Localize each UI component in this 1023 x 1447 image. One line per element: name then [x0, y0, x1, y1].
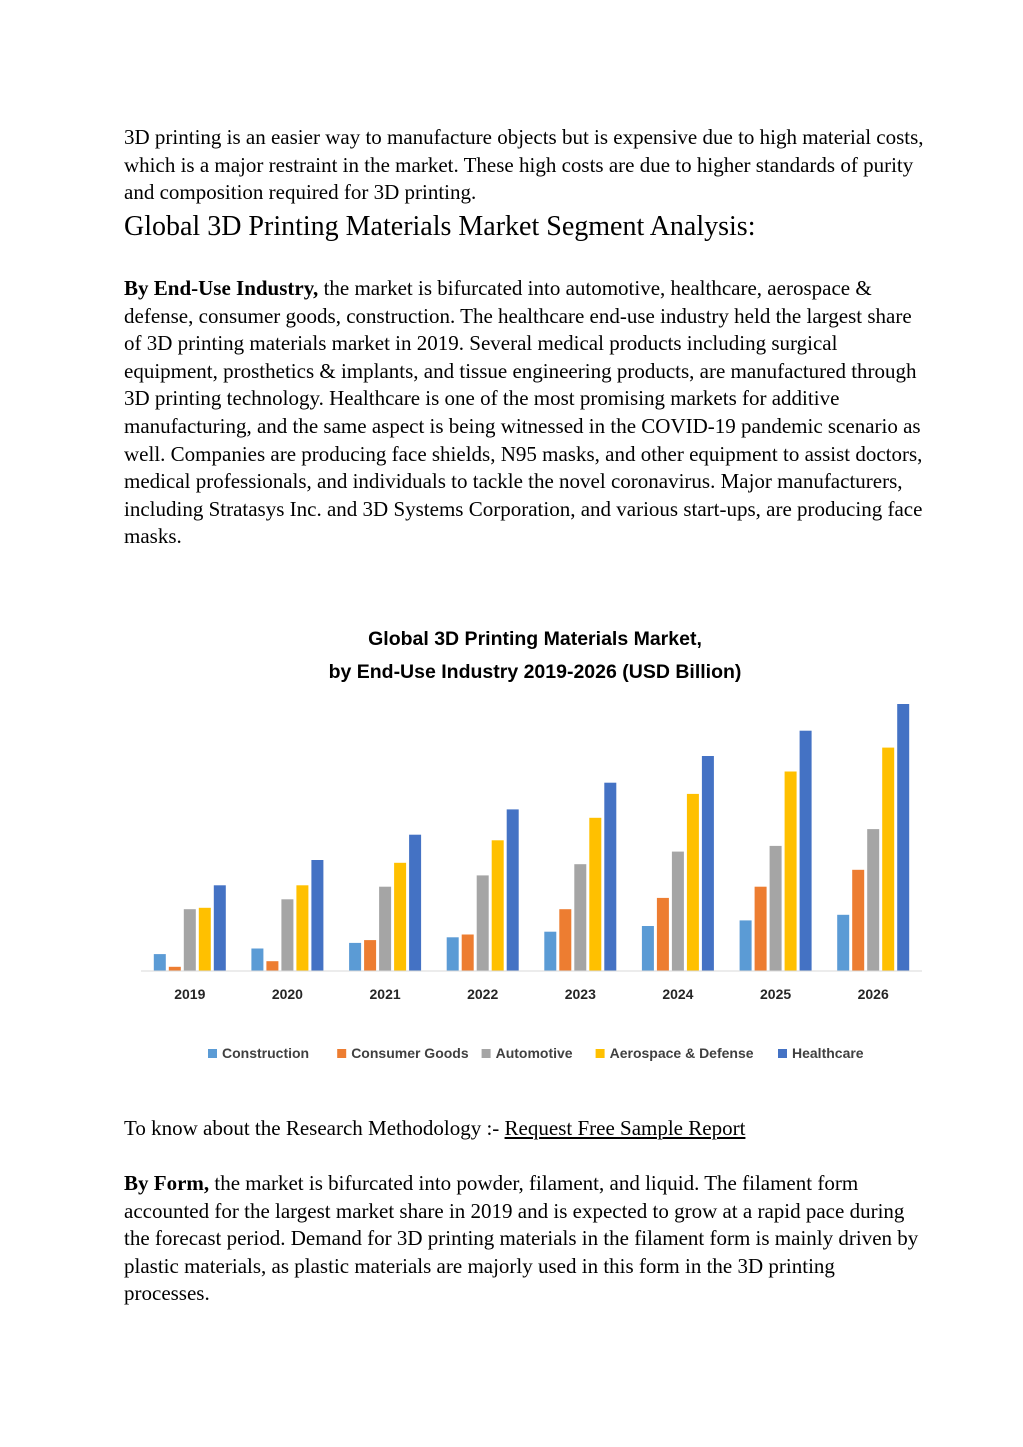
bar-construction-2020	[251, 949, 263, 972]
section-heading: Global 3D Printing Materials Market Segment Analysis:	[124, 211, 756, 242]
legend-swatch	[482, 1049, 491, 1058]
chart-svg	[130, 615, 930, 1085]
bar-aerospace-defense-2025	[785, 772, 797, 972]
legend-label: Construction	[222, 1045, 310, 1061]
legend-label: Automotive	[495, 1045, 573, 1061]
bar-automotive-2023	[574, 864, 586, 971]
bar-healthcare-2020	[311, 860, 323, 971]
bar-automotive-2019	[184, 909, 196, 971]
legend-label: Consumer Goods	[351, 1045, 469, 1061]
bar-consumer-goods-2023	[559, 909, 571, 971]
bar-healthcare-2022	[507, 809, 519, 971]
bar-construction-2021	[349, 943, 361, 971]
bar-automotive-2026	[867, 829, 879, 971]
bar-healthcare-2026	[897, 704, 909, 971]
x-tick-label: 2020	[271, 986, 303, 1002]
bar-consumer-goods-2021	[364, 940, 376, 971]
bar-healthcare-2021	[409, 835, 421, 971]
x-tick-label: 2021	[369, 986, 401, 1002]
x-tick-label: 2025	[760, 986, 792, 1002]
chart-title-line2: by End-Use Industry 2019-2026 (USD Billion)	[328, 661, 742, 683]
bar-healthcare-2019	[214, 885, 226, 971]
bar-aerospace-defense-2021	[394, 863, 406, 971]
bar-construction-2025	[740, 920, 752, 971]
by-form-lead: By Form,	[124, 1171, 210, 1195]
end-use-paragraph	[124, 275, 924, 551]
legend-swatch	[778, 1049, 787, 1058]
bar-construction-2024	[642, 926, 654, 971]
chart-title-line1: Global 3D Printing Materials Market,	[368, 628, 702, 650]
bar-automotive-2022	[477, 875, 489, 971]
x-tick-label: 2026	[857, 986, 889, 1002]
bar-healthcare-2023	[604, 783, 616, 971]
bar-consumer-goods-2024	[657, 898, 669, 971]
bar-healthcare-2024	[702, 756, 714, 971]
bar-construction-2019	[154, 954, 166, 971]
bar-consumer-goods-2022	[462, 935, 474, 972]
x-tick-label: 2023	[564, 986, 596, 1002]
bar-construction-2022	[447, 937, 459, 971]
bar-healthcare-2025	[800, 731, 812, 971]
intro-paragraph	[124, 124, 924, 207]
bar-aerospace-defense-2026	[882, 748, 894, 971]
bar-aerospace-defense-2019	[199, 908, 211, 971]
legend-swatch	[337, 1049, 346, 1058]
market-chart	[130, 615, 930, 1085]
bar-consumer-goods-2020	[266, 961, 278, 971]
bar-consumer-goods-2019	[169, 967, 181, 971]
legend-swatch	[208, 1049, 217, 1058]
x-tick-label: 2019	[174, 986, 206, 1002]
end-use-text: the market is bifurcated into automotive, healthcare, aerospace & defense, consumer goods, construction. The healthcare end-use industry held the largest share of 3D printing materials market in 2019. Several medical products including surgical equipment, prosthetics & implants, and tissue engineering products, are manufactured through 3D printing technology. Healthcare is one of the most promising markets for additive manufacturing, and the same aspect is being witnessed in the COVID-19 pandemic scenario as well. Companies are producing face shields, N95 masks, and other equipment to assist doctors, medical professionals, and individuals to tackle the novel coronavirus. Major manufacturers, including Stratasys Inc. and 3D Systems Corporation, and various start-ups, are producing face masks.	[124, 276, 923, 549]
x-axis-labels	[174, 986, 889, 1002]
end-use-lead: By End-Use Industry,	[124, 276, 319, 300]
legend-label: Aerospace & Defense	[609, 1045, 754, 1061]
bar-construction-2023	[544, 932, 556, 971]
bar-automotive-2020	[281, 899, 293, 971]
bar-automotive-2021	[379, 887, 391, 971]
methodology-line	[124, 1115, 924, 1143]
by-form-paragraph	[124, 1170, 924, 1308]
by-form-text: the market is bifurcated into powder, filament, and liquid. The filament form accounted for the largest market share in 2019 and is expected to grow at a rapid pace during the forecast period. Demand for 3D printing materials in the filament form is mainly driven by plastic materials, as plastic materials are majorly used in this form in the 3D printing processes.	[124, 1171, 919, 1306]
intro-text: 3D printing is an easier way to manufacture objects but is expensive due to high material costs, which is a major restraint in the market. These high costs are due to higher standards of purity and composition required for 3D printing.	[124, 125, 924, 205]
bar-aerospace-defense-2024	[687, 794, 699, 971]
legend-swatch	[596, 1049, 605, 1058]
x-tick-label: 2024	[662, 986, 694, 1002]
chart-legend	[208, 1045, 864, 1061]
bar-automotive-2024	[672, 852, 684, 971]
bar-construction-2026	[837, 915, 849, 971]
bar-consumer-goods-2025	[755, 887, 767, 971]
chart-bars	[154, 704, 909, 971]
request-sample-link[interactable]: Request Free Sample Report	[504, 1116, 746, 1140]
bar-aerospace-defense-2020	[296, 885, 308, 971]
bar-automotive-2025	[770, 846, 782, 971]
bar-consumer-goods-2026	[852, 870, 864, 971]
bar-aerospace-defense-2023	[589, 818, 601, 971]
bar-aerospace-defense-2022	[492, 840, 504, 971]
methodology-prefix: To know about the Research Methodology :-	[124, 1116, 505, 1140]
x-tick-label: 2022	[467, 986, 499, 1002]
legend-label: Healthcare	[792, 1045, 864, 1061]
